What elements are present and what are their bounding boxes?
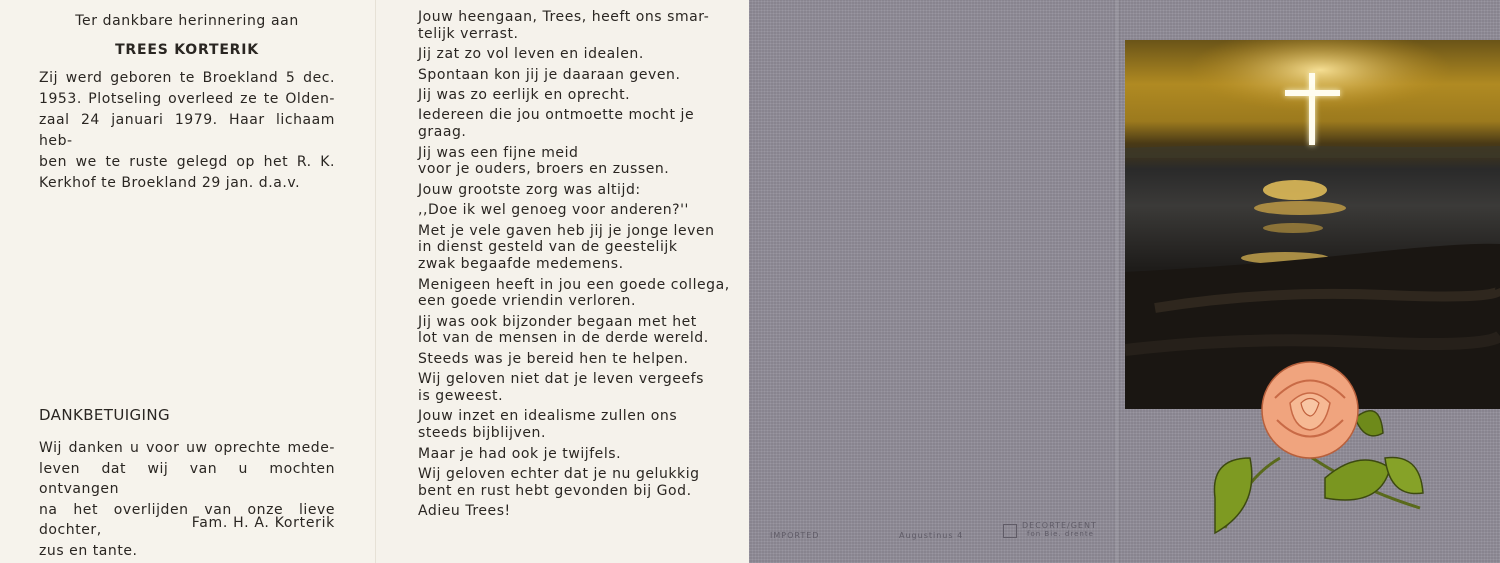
bio-line: Zij werd geboren te Broekland 5 dec. bbox=[39, 70, 335, 86]
poem-stanza bbox=[418, 408, 716, 442]
poem-line: Wij geloven echter dat je nu gelukkig bbox=[418, 466, 700, 483]
thanks-line: na het overlijden van onze lieve dochter, bbox=[39, 501, 335, 538]
poem-line: Adieu Trees! bbox=[418, 503, 511, 520]
poem-line: Spontaan kon jij je daaraan geven. bbox=[418, 66, 681, 83]
poem-line: Jouw grootste zorg was altijd: bbox=[418, 181, 641, 198]
poem-line: bent en rust hebt gevonden bij God. bbox=[418, 482, 692, 499]
poem-line: Maar je had ook je twijfels. bbox=[418, 445, 622, 462]
cover-panel bbox=[749, 0, 1500, 563]
poem-stanza bbox=[418, 87, 716, 104]
poem-stanza bbox=[418, 276, 730, 311]
poem-line: Met je vele gaven heb jij je jonge leven bbox=[418, 222, 715, 239]
cross-icon bbox=[1309, 73, 1315, 145]
poem-stanza bbox=[418, 314, 716, 348]
thanks-line: zus en tante. bbox=[39, 542, 138, 559]
biography bbox=[39, 68, 335, 194]
poem-line: in dienst gesteld van de geestelijk bbox=[418, 239, 678, 256]
poem-line: Jij was zo eerlijk en oprecht. bbox=[418, 86, 631, 103]
poem-line: Jij zat zo vol leven en idealen. bbox=[418, 46, 644, 63]
footer-series: Augustinus 4 bbox=[899, 531, 964, 540]
poem-line: Jouw inzet en idealisme zullen ons bbox=[418, 408, 678, 425]
poem-line: Jij was een fijne meid bbox=[418, 144, 579, 161]
poem-line: lot van de mensen in de derde wereld. bbox=[418, 330, 709, 347]
rose-icon bbox=[1205, 358, 1435, 548]
poem-stanza bbox=[418, 466, 716, 500]
bio-line: Kerkhof te Broekland 29 jan. d.a.v. bbox=[39, 175, 301, 191]
fold-line bbox=[1114, 0, 1120, 563]
poem-stanza bbox=[418, 371, 716, 405]
bio-line: ben we te ruste gelegd op het R. K. bbox=[39, 154, 335, 170]
poem-line: Steeds was je bereid hen te helpen. bbox=[418, 350, 689, 367]
footer-imported: IMPORTED bbox=[770, 531, 820, 540]
poem-stanza bbox=[418, 351, 716, 368]
bio-line: 1953. Plotseling overleed ze te Olden- bbox=[39, 91, 335, 107]
poem-line: een goede vriendin verloren. bbox=[418, 293, 636, 310]
poem-stanza bbox=[418, 503, 716, 520]
poem-stanza bbox=[418, 107, 716, 141]
poem-line: Wij geloven niet dat je leven vergeefs bbox=[418, 371, 704, 388]
sunset-photo bbox=[1125, 40, 1500, 409]
poem-line: zwak begaafde medemens. bbox=[418, 256, 624, 273]
cross-arm bbox=[1285, 90, 1340, 96]
dedication-heading: Ter dankbare herinnering aan bbox=[75, 13, 299, 29]
poem-stanza bbox=[418, 182, 716, 199]
family-signature: Fam. H. A. Korterik bbox=[191, 515, 335, 531]
bio-line: zaal 24 januari 1979. Haar lichaam heb- bbox=[39, 112, 335, 149]
poem-line: steeds bijblijven. bbox=[418, 425, 546, 442]
poem-line: Iedereen die jou ontmoette mocht je bbox=[418, 107, 695, 124]
left-panel bbox=[0, 0, 375, 563]
poem-line: voor je ouders, broers en zussen. bbox=[418, 161, 670, 178]
poem-stanza bbox=[418, 223, 716, 273]
footer-publisher: DECORTE/GENT bbox=[1022, 521, 1097, 530]
poem-line: Jouw heengaan, Trees, heeft ons smar- bbox=[418, 9, 710, 25]
poem bbox=[418, 9, 730, 520]
thanks-line: leven dat wij van u mochten ontvangen bbox=[39, 460, 335, 497]
poem-stanza bbox=[418, 446, 716, 463]
deceased-name: TREES KORTERIK bbox=[115, 42, 259, 58]
thanks-line: Wij danken u voor uw oprechte mede- bbox=[39, 440, 335, 456]
poem-line: graag. bbox=[418, 124, 467, 141]
poem-stanza bbox=[418, 145, 716, 179]
poem-stanza bbox=[418, 67, 716, 84]
thanks-title: DANKBETUIGING bbox=[39, 406, 171, 424]
poem-stanza bbox=[418, 9, 716, 43]
poem-line: Jij was ook bijzonder begaan met het bbox=[418, 313, 697, 330]
poem-line: ,,Doe ik wel genoeg voor anderen?'' bbox=[418, 202, 689, 219]
thanks-text bbox=[39, 438, 335, 561]
poem-line: telijk verrast. bbox=[418, 25, 519, 42]
poem-line: Menigeen heeft in jou een goede collega, bbox=[418, 276, 730, 293]
poem-panel bbox=[375, 0, 749, 563]
poem-line: is geweest. bbox=[418, 388, 504, 405]
poem-stanza bbox=[418, 202, 716, 219]
poem-stanza bbox=[418, 46, 716, 63]
footer-publisher-sub: fon Bie. drente bbox=[1027, 530, 1094, 538]
publisher-logo-icon bbox=[1003, 524, 1017, 538]
